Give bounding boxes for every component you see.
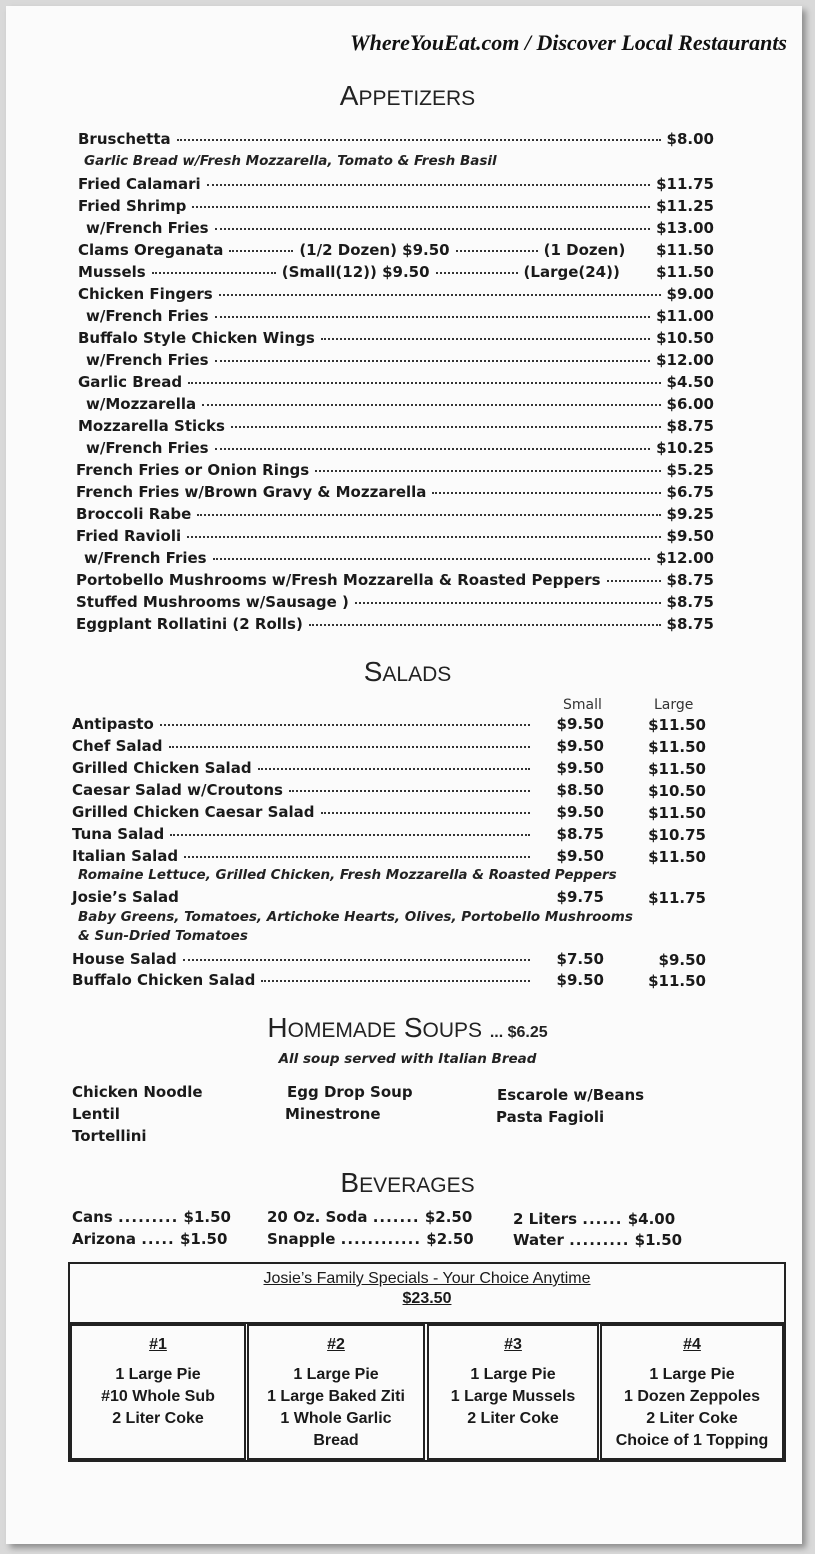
salad-name: Chef Salad bbox=[72, 737, 163, 755]
salad-name: Buffalo Chicken Salad bbox=[72, 971, 256, 989]
salad-small-price: $9.50 bbox=[556, 803, 604, 821]
salad-item bbox=[72, 759, 536, 777]
special-option-4: #4 1 Large Pie 1 Dozen Zeppoles 2 Liter Coke Choice of 1 Topping bbox=[600, 1324, 784, 1460]
salad-large-price: $11.75 bbox=[648, 889, 706, 907]
salad-item bbox=[72, 888, 536, 906]
menu-item: Garlic Bread $4.50 bbox=[78, 373, 714, 391]
menu-item: w/French Fries $12.00 bbox=[84, 549, 714, 567]
item-description: & Sun-Dried Tomatoes bbox=[78, 928, 248, 944]
salad-name: Josie’s Salad bbox=[72, 888, 179, 906]
salad-small-price: $9.50 bbox=[556, 971, 604, 989]
salad-large-price: $10.50 bbox=[648, 782, 706, 800]
salad-large-price: $11.50 bbox=[648, 716, 706, 734]
salad-item bbox=[72, 781, 536, 799]
special-option-3: #3 1 Large Pie 1 Large Mussels 2 Liter Coke bbox=[427, 1324, 599, 1460]
soups-heading: HOMEMADE SOUPS ... $6.25 bbox=[267, 1012, 548, 1043]
appetizers-heading: APPETIZERS bbox=[339, 80, 476, 111]
soup-item: Egg Drop Soup bbox=[287, 1083, 413, 1101]
soups-note: All soup served with Italian Bread bbox=[278, 1051, 537, 1067]
salad-small-price: $9.50 bbox=[556, 737, 604, 755]
menu-item: Buffalo Style Chicken Wings $10.50 bbox=[78, 329, 714, 347]
soup-item: Lentil bbox=[72, 1105, 120, 1123]
salad-name: Caesar Salad w/Croutons bbox=[72, 781, 283, 799]
specials-price: $23.50 bbox=[402, 1290, 452, 1307]
salad-small-price: $9.50 bbox=[556, 759, 604, 777]
salad-item bbox=[72, 825, 536, 843]
salad-large-price: $11.50 bbox=[648, 760, 706, 778]
menu-item: Fried Ravioli $9.50 bbox=[76, 527, 714, 545]
menu-item: w/French Fries $12.00 bbox=[86, 351, 714, 369]
salad-small-price: $9.50 bbox=[556, 715, 604, 733]
item-description: Baby Greens, Tomatoes, Artichoke Hearts, Olives, Portobello Mushrooms bbox=[78, 909, 633, 925]
soup-item: Escarole w/Beans bbox=[497, 1086, 645, 1104]
menu-item: Portobello Mushrooms w/Fresh Mozzarella & Roasted Peppers $8.75 bbox=[76, 571, 714, 589]
salad-item bbox=[72, 737, 536, 755]
beverage-item: Cans ......... $1.50 bbox=[72, 1208, 231, 1226]
salad-large-price: $11.50 bbox=[648, 972, 706, 990]
salad-large-price: $10.75 bbox=[648, 826, 706, 844]
large-column-header: Large bbox=[654, 697, 694, 713]
menu-item: w/French Fries $11.00 bbox=[86, 307, 714, 325]
site-watermark: WhereYouEat.com / Discover Local Restaurants bbox=[350, 30, 787, 55]
menu-item: Eggplant Rollatini (2 Rolls) $8.75 bbox=[76, 615, 714, 633]
menu-item: Broccoli Rabe $9.25 bbox=[76, 505, 714, 523]
menu-item: w/French Fries $13.00 bbox=[86, 219, 714, 237]
salad-name: House Salad bbox=[72, 950, 177, 968]
beverage-item: Snapple ............ $2.50 bbox=[267, 1230, 474, 1248]
salad-name: Italian Salad bbox=[72, 847, 179, 865]
salad-small-price: $7.50 bbox=[556, 950, 604, 968]
salad-item bbox=[72, 803, 536, 821]
salad-item bbox=[72, 715, 536, 733]
soup-item: Pasta Fagioli bbox=[496, 1108, 605, 1126]
salad-name: Tuna Salad bbox=[72, 825, 165, 843]
item-description: Romaine Lettuce, Grilled Chicken, Fresh Mozzarella & Roasted Peppers bbox=[78, 867, 617, 883]
menu-item: Stuffed Mushrooms w/Sausage ) $8.75 bbox=[76, 593, 714, 611]
soup-item: Minestrone bbox=[285, 1105, 381, 1123]
salad-small-price: $8.75 bbox=[556, 825, 604, 843]
menu-item: Fried Shrimp $11.25 bbox=[78, 197, 714, 215]
salad-large-price: $11.50 bbox=[648, 804, 706, 822]
special-option-1: #1 1 Large Pie #10 Whole Sub 2 Liter Coke bbox=[70, 1324, 246, 1460]
salad-small-price: $8.50 bbox=[556, 781, 604, 799]
beverages-heading: BEVERAGES bbox=[340, 1167, 475, 1198]
menu-item: French Fries or Onion Rings $5.25 bbox=[76, 461, 714, 479]
beverage-item: Water ......... $1.50 bbox=[513, 1231, 683, 1249]
salads-heading: SALADS bbox=[363, 656, 452, 687]
salad-small-price: $9.50 bbox=[556, 847, 604, 865]
specials-title: Josie’s Family Specials - Your Choice Anytime bbox=[263, 1270, 591, 1287]
salad-large-price: $11.50 bbox=[648, 848, 706, 866]
salad-large-price: $11.50 bbox=[648, 738, 706, 756]
menu-item: w/Mozzarella $6.00 bbox=[86, 395, 714, 413]
menu-item-mussels: Mussels (Small(12)) $9.50 (Large(24)) $11.50 bbox=[78, 263, 714, 281]
menu-item: Bruschetta $8.00 bbox=[78, 130, 714, 148]
soup-item: Chicken Noodle bbox=[72, 1083, 203, 1101]
beverage-item: 2 Liters ...... $4.00 bbox=[513, 1210, 676, 1228]
salad-small-price: $9.75 bbox=[556, 888, 604, 906]
beverage-item: 20 Oz. Soda ....... $2.50 bbox=[267, 1208, 473, 1226]
specials-header bbox=[70, 1264, 784, 1324]
family-specials-box bbox=[68, 1262, 786, 1462]
salad-item bbox=[72, 950, 536, 968]
menu-item: Fried Calamari $11.75 bbox=[78, 175, 714, 193]
salad-name: Grilled Chicken Caesar Salad bbox=[72, 803, 315, 821]
salad-item bbox=[72, 971, 536, 989]
soup-price: ... $6.25 bbox=[489, 1024, 548, 1041]
menu-item: w/French Fries $10.25 bbox=[86, 439, 714, 457]
salad-name: Antipasto bbox=[72, 715, 154, 733]
special-option-2: #2 1 Large Pie 1 Large Baked Ziti 1 Whole Garlic Bread bbox=[247, 1324, 425, 1460]
menu-item-clams: Clams Oreganata (1/2 Dozen) $9.50 (1 Dozen) $11.50 bbox=[78, 241, 714, 259]
small-column-header: Small bbox=[563, 697, 602, 713]
menu-item: French Fries w/Brown Gravy & Mozzarella $6.75 bbox=[76, 483, 714, 501]
menu-item: Chicken Fingers $9.00 bbox=[78, 285, 714, 303]
menu-item: Mozzarella Sticks $8.75 bbox=[78, 417, 714, 435]
soup-item: Tortellini bbox=[72, 1127, 147, 1145]
salad-large-price: $9.50 bbox=[658, 951, 706, 969]
salad-name: Grilled Chicken Salad bbox=[72, 759, 252, 777]
item-description: Garlic Bread w/Fresh Mozzarella, Tomato & Fresh Basil bbox=[84, 153, 497, 169]
beverage-item: Arizona ..... $1.50 bbox=[72, 1230, 228, 1248]
salad-item bbox=[72, 847, 536, 865]
